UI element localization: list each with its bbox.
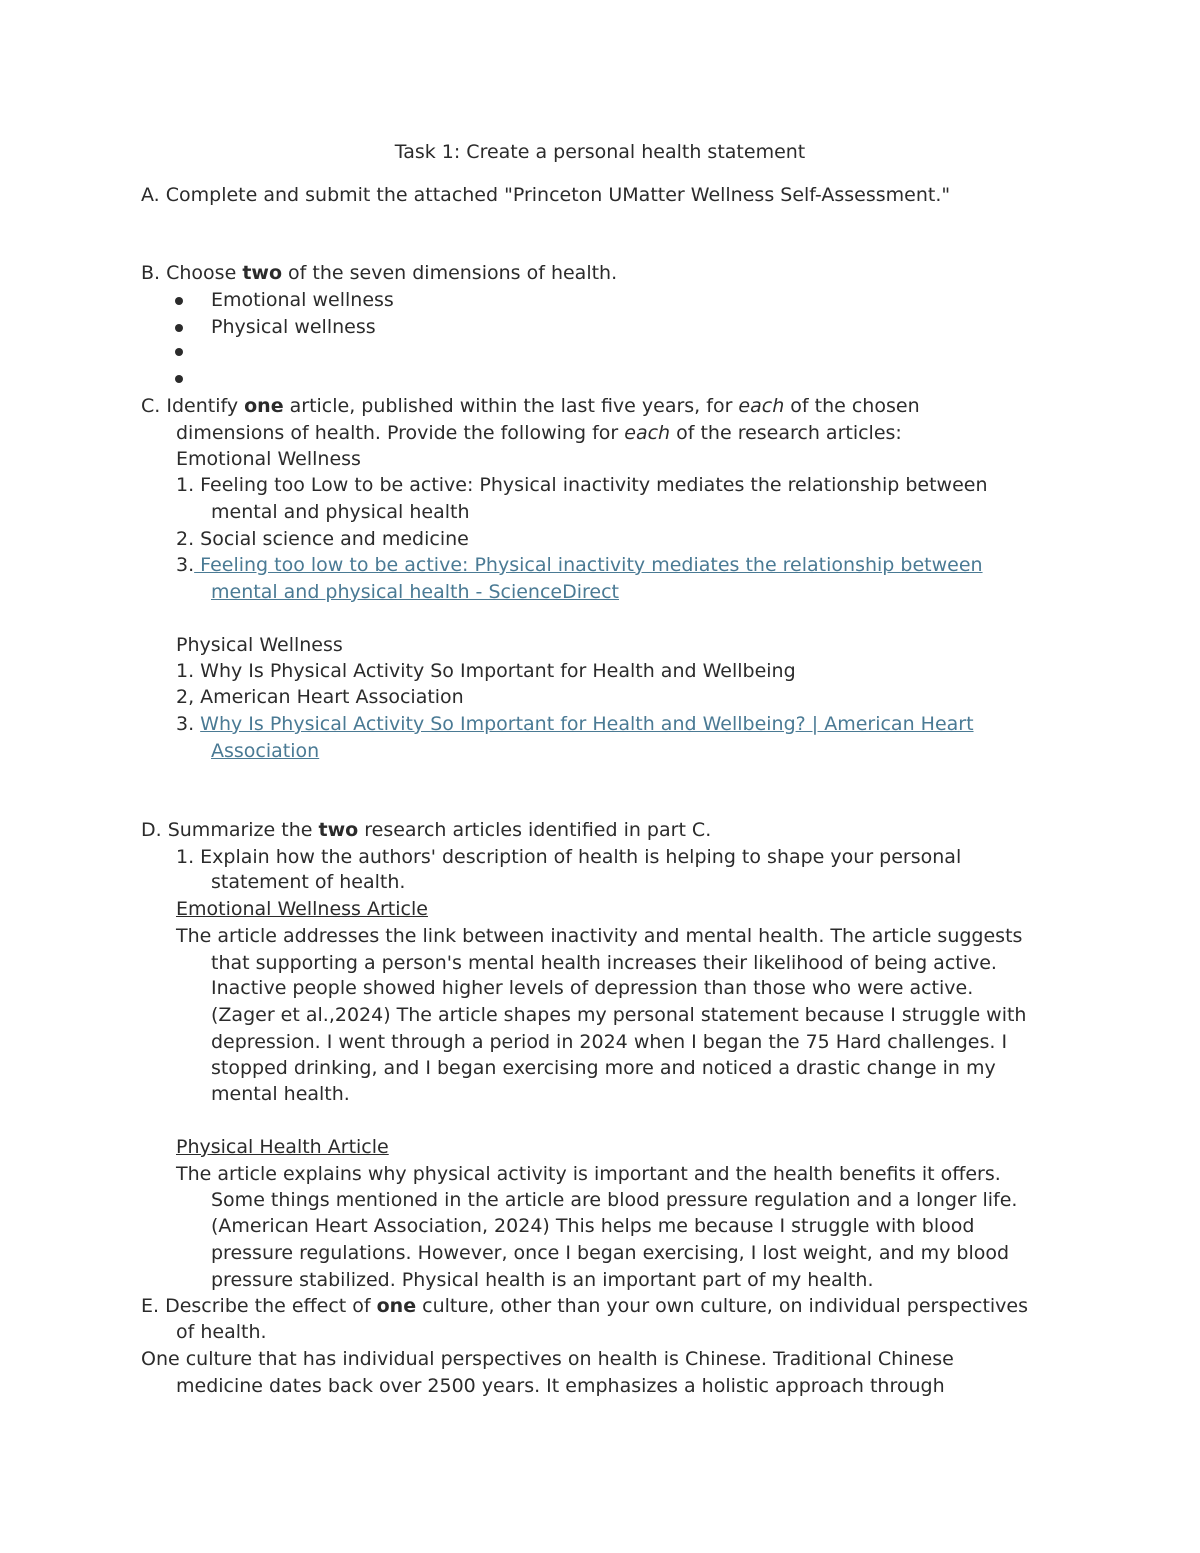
culture-answer-line: One culture that has individual perspectives on health is Chinese. Traditional Chinese	[141, 1348, 954, 1370]
emotional-summary-line: mental health.	[211, 1083, 350, 1105]
section-d-heading: D. Summarize the two research articles identified in part C.	[141, 819, 712, 841]
section-c-line-1: C. Identify one article, published within the last five years, for each of the chosen	[141, 395, 920, 417]
physical-item-3: 3. Why Is Physical Activity So Important for Health and Wellbeing? | American Heart	[176, 713, 974, 735]
physical-wellness-heading: Physical Wellness	[176, 634, 343, 656]
emotional-summary-line: that supporting a person's mental health increases their likelihood of being active.	[211, 952, 997, 974]
bullet-dot-2	[175, 324, 183, 332]
emotional-wellness-heading: Emotional Wellness	[176, 448, 361, 470]
bullet-dot-4	[175, 375, 183, 383]
emotional-item-3-cont	[211, 579, 619, 605]
sciencedirect-link[interactable]: Feeling too low to be active: Physical inactivity mediates the relationship between	[194, 554, 983, 576]
emotional-article-heading: Emotional Wellness Article	[176, 898, 428, 920]
sciencedirect-link-cont[interactable]: mental and physical health - ScienceDirect	[211, 581, 619, 603]
physical-item-3-cont	[211, 738, 319, 764]
physical-item-2: 2, American Heart Association	[176, 686, 464, 708]
physical-summary-line: pressure regulations. However, once I began exercising, I lost weight, and my blood	[211, 1242, 1010, 1264]
section-d-item-1: 1. Explain how the authors' description of health is helping to shape your personal	[176, 846, 962, 868]
bullet-item-physical: Physical wellness	[211, 316, 376, 338]
section-e-heading-cont: of health.	[176, 1321, 267, 1343]
physical-summary-line: The article explains why physical activity is important and the health benefits it offers.	[176, 1163, 1001, 1185]
physical-summary-line: pressure stabilized. Physical health is an important part of my health.	[211, 1269, 874, 1291]
emotional-summary-line: Inactive people showed higher levels of depression than those who were active.	[211, 977, 974, 999]
page-title: Task 1: Create a personal health statement	[394, 141, 806, 163]
emotional-summary-line: depression. I went through a period in 2024 when I began the 75 Hard challenges. I	[211, 1031, 1008, 1053]
section-a-text: A. Complete and submit the attached "Princeton UMatter Wellness Self-Assessment."	[141, 184, 951, 206]
culture-answer-line: medicine dates back over 2500 years. It emphasizes a holistic approach through	[176, 1375, 945, 1397]
heart-association-link-cont[interactable]: Association	[211, 740, 320, 762]
physical-item-1: 1. Why Is Physical Activity So Important for Health and Wellbeing	[176, 660, 796, 682]
section-d-item-1-cont: statement of health.	[211, 871, 406, 893]
emotional-item-1: 1. Feeling too Low to be active: Physical inactivity mediates the relationship between	[176, 474, 988, 496]
physical-article-heading: Physical Health Article	[176, 1136, 389, 1158]
emotional-item-3: 3. Feeling too low to be active: Physical inactivity mediates the relationship between	[176, 554, 983, 576]
emotional-summary-line: (Zager et al.,2024) The article shapes my personal statement because I struggle with	[211, 1004, 1027, 1026]
section-b-heading: B. Choose two of the seven dimensions of health.	[141, 262, 618, 284]
physical-summary-line: (American Heart Association, 2024) This helps me because I struggle with blood	[211, 1215, 975, 1237]
physical-summary-line: Some things mentioned in the article are blood pressure regulation and a longer life.	[211, 1189, 1018, 1211]
bullet-dot-3	[175, 348, 183, 356]
heart-association-link[interactable]: Why Is Physical Activity So Important for Health and Wellbeing? | American Heart	[200, 713, 974, 735]
bullet-dot-1	[175, 297, 183, 305]
emotional-summary-line: The article addresses the link between inactivity and mental health. The article suggests	[176, 925, 1023, 947]
emotional-item-1-cont: mental and physical health	[211, 501, 470, 523]
bullet-item-emotional: Emotional wellness	[211, 289, 394, 311]
section-c-line-2: dimensions of health. Provide the following for each of the research articles:	[176, 422, 902, 444]
section-e-heading: E. Describe the effect of one culture, other than your own culture, on individual perspectives	[141, 1295, 1029, 1317]
emotional-item-2: 2. Social science and medicine	[176, 528, 469, 550]
emotional-summary-line: stopped drinking, and I began exercising more and noticed a drastic change in my	[211, 1057, 996, 1079]
